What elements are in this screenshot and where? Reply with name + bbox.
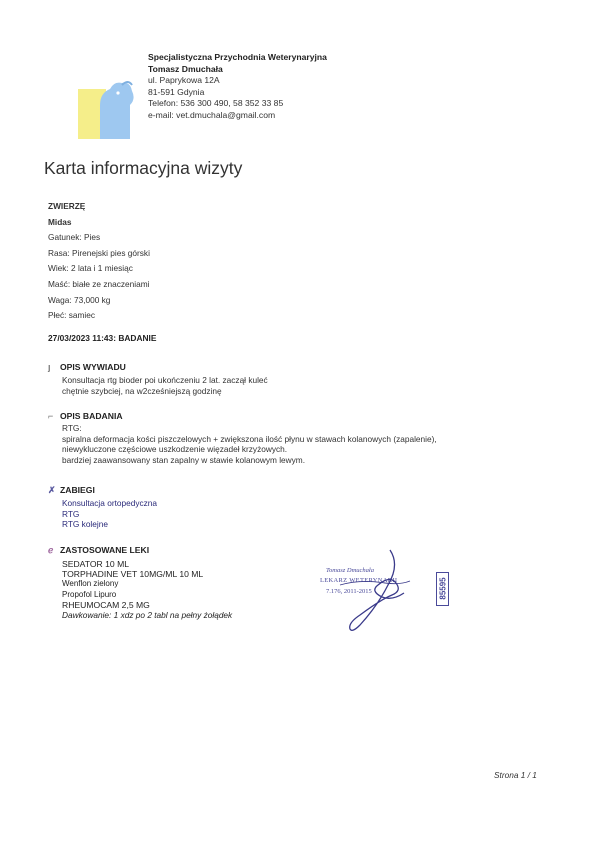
- clinic-street: ul. Paprykowa 12A: [148, 75, 220, 85]
- exam-line: RTG:: [62, 423, 82, 433]
- clinic-email: e-mail: vet.dmuchala@gmail.com: [148, 109, 276, 120]
- interview-section: [48, 362, 268, 396]
- drugs-heading: ZASTOSOWANE LEKI: [60, 545, 150, 555]
- interview-heading: OPIS WYWIADU: [60, 362, 126, 372]
- page-number: Strona 1 / 1: [494, 770, 537, 780]
- procedures-section: [48, 485, 157, 530]
- interview-line: Konsultacja rtg bioder poi ukończeniu 2 lat. zaczął kuleć: [62, 375, 268, 385]
- animal-sex: Płeć: samiec: [48, 310, 96, 321]
- animal-heading: ZWIERZĘ: [48, 201, 86, 211]
- procedures-icon: ✗: [48, 485, 56, 495]
- procedures-heading: ZABIEGI: [60, 485, 95, 495]
- stamp-number-line: 7.176, 2011-2015: [326, 588, 372, 595]
- exam-line: spiralna deformacja kości piszczelowych + zwiększona ilość płynu w stawach kolanowych (zapalenie),: [62, 433, 437, 444]
- animal-section: [48, 199, 150, 324]
- exam-heading: OPIS BADANIA: [60, 411, 123, 421]
- animal-weight: Waga: 73,000 kg: [48, 294, 111, 305]
- drug-item: Wenflon zielony: [62, 579, 119, 589]
- animal-name: Midas: [48, 216, 72, 227]
- interview-line: chętnie szybciej, na w2cześniejszą godzinę: [62, 385, 222, 396]
- exam-line: bardziej zaawansowany stan zapalny w stawie kolanowym lewym.: [62, 454, 306, 465]
- interview-icon: ȷ: [48, 362, 51, 372]
- clinic-city: 81-591 Gdynia: [148, 86, 205, 97]
- clinic-info: [148, 52, 327, 121]
- exam-icon: ⌐: [48, 411, 54, 421]
- animal-breed: Rasa: Pirenejski pies górski: [48, 247, 150, 258]
- clinic-logo: [78, 75, 138, 139]
- drug-item: RHEUMOCAM 2,5 MG: [62, 599, 150, 610]
- pill-icon: ℯ: [48, 545, 54, 555]
- animal-age: Wiek: 2 lata i 1 miesiąc: [48, 263, 133, 274]
- procedure-item: Konsultacja ortopedyczna: [62, 498, 158, 508]
- drug-item: Propofol Lipuro: [62, 589, 117, 599]
- stamp-title: LEKARZ WETERYNARII: [320, 577, 398, 584]
- clinic-owner: Tomasz Dmuchała: [148, 63, 223, 74]
- clinic-name: Specjalistyczna Przychodnia Weterynaryjna: [148, 52, 327, 62]
- procedure-item: RTG kolejne: [62, 519, 108, 530]
- drugs-section: [48, 545, 232, 620]
- drug-item: TORPHADINE VET 10MG/ML 10 ML: [62, 569, 204, 580]
- exam-section: [48, 411, 437, 465]
- drug-item: SEDATOR 10 ML: [62, 559, 130, 569]
- stamp-name: Tomasz Dmuchała: [326, 567, 374, 574]
- animal-color: Maść: białe ze znaczeniami: [48, 278, 150, 289]
- stamp-license-number: 85595: [436, 572, 449, 606]
- signature: [330, 545, 420, 635]
- animal-species: Gatunek: Pies: [48, 232, 101, 243]
- clinic-phone: Telefon: 536 300 490, 58 352 33 85: [148, 98, 284, 108]
- visit-header: 27/03/2023 11:43: BADANIE: [48, 333, 157, 343]
- exam-line: niewykluczone częściowe uszkodzenie więzadeł krzyżowych.: [62, 444, 288, 455]
- drug-dosage: Dawkowanie: 1 xdz po 2 tabl na pełny żołądek: [62, 610, 233, 621]
- document-title: Karta informacyjna wizyty: [44, 158, 243, 178]
- procedure-item: RTG: [62, 508, 80, 519]
